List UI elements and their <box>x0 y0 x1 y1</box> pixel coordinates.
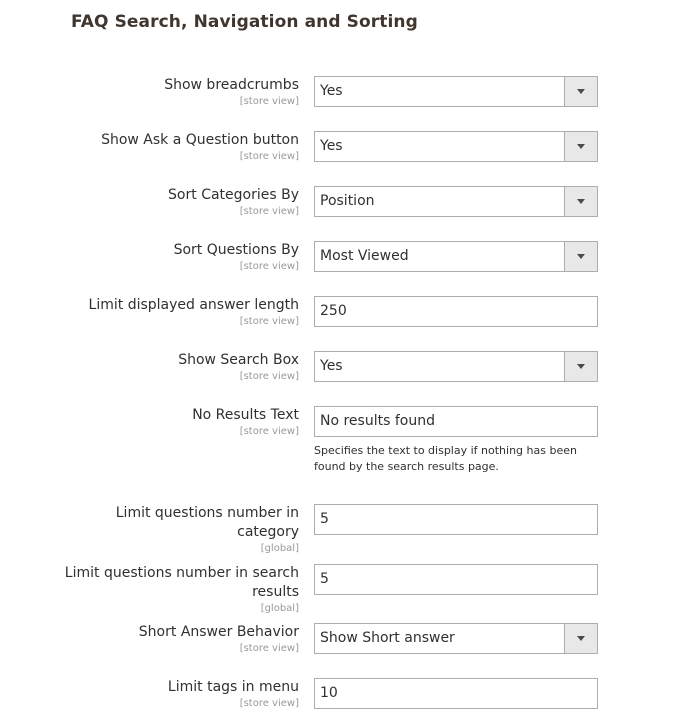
scope-label: [store view] <box>239 371 299 382</box>
sort-questions-select[interactable] <box>314 241 598 272</box>
input-value: 5 <box>320 571 329 587</box>
field-label: Limit questions number in category <box>115 505 299 540</box>
field-label: Show breadcrumbs <box>164 77 299 93</box>
short-answer-behavior-select[interactable] <box>314 623 598 654</box>
select-value: Position <box>320 193 375 209</box>
triangle-down-icon <box>577 199 585 204</box>
limit-tags-input[interactable] <box>314 678 598 709</box>
field-label: Limit questions number in search results <box>64 565 299 600</box>
input-value: 5 <box>320 511 329 527</box>
select-arrow-button[interactable] <box>564 132 597 161</box>
input-value: No results found <box>320 413 435 429</box>
field-label: Sort Categories By <box>168 187 299 203</box>
scope-label: [store view] <box>239 643 299 654</box>
triangle-down-icon <box>577 636 585 641</box>
scope-label: [store view] <box>239 96 299 107</box>
select-value: Yes <box>320 138 343 154</box>
select-arrow-button[interactable] <box>564 242 597 271</box>
triangle-down-icon <box>577 364 585 369</box>
scope-label: [store view] <box>239 316 299 327</box>
show-ask-question-select[interactable] <box>314 131 598 162</box>
field-label: Sort Questions By <box>173 242 299 258</box>
scope-label: [store view] <box>239 206 299 217</box>
select-arrow-button[interactable] <box>564 187 597 216</box>
scope-label: [global] <box>260 603 299 614</box>
scope-label: [store view] <box>239 426 299 437</box>
limit-questions-category-input[interactable] <box>314 504 598 535</box>
scope-label: [store view] <box>239 151 299 162</box>
no-results-text-input[interactable] <box>314 406 598 437</box>
answer-length-input[interactable] <box>314 296 598 327</box>
input-value: 250 <box>320 303 347 319</box>
show-search-box-select[interactable] <box>314 351 598 382</box>
triangle-down-icon <box>577 254 585 259</box>
scope-label: [store view] <box>239 261 299 272</box>
field-label: Show Ask a Question button <box>101 132 299 148</box>
select-value: Yes <box>320 358 343 374</box>
triangle-down-icon <box>577 144 585 149</box>
field-note: Specifies the text to display if nothing has been found by the search results page. <box>314 444 577 473</box>
sort-categories-select[interactable] <box>314 186 598 217</box>
triangle-down-icon <box>577 89 585 94</box>
scope-label: [store view] <box>239 698 299 709</box>
select-arrow-button[interactable] <box>564 77 597 106</box>
select-value: Yes <box>320 83 343 99</box>
field-label: Show Search Box <box>178 352 299 368</box>
select-value: Show Short answer <box>320 630 455 646</box>
field-label: Short Answer Behavior <box>138 624 299 640</box>
select-arrow-button[interactable] <box>564 624 597 653</box>
field-label: Limit tags in menu <box>167 679 299 695</box>
show-breadcrumbs-select[interactable] <box>314 76 598 107</box>
select-arrow-button[interactable] <box>564 352 597 381</box>
input-value: 10 <box>320 685 338 701</box>
scope-label: [global] <box>260 543 299 554</box>
select-value: Most Viewed <box>320 248 409 264</box>
field-label: Limit displayed answer length <box>88 297 299 313</box>
section-title: FAQ Search, Navigation and Sorting <box>71 12 418 32</box>
field-label: No Results Text <box>192 407 299 423</box>
limit-questions-search-input[interactable] <box>314 564 598 595</box>
